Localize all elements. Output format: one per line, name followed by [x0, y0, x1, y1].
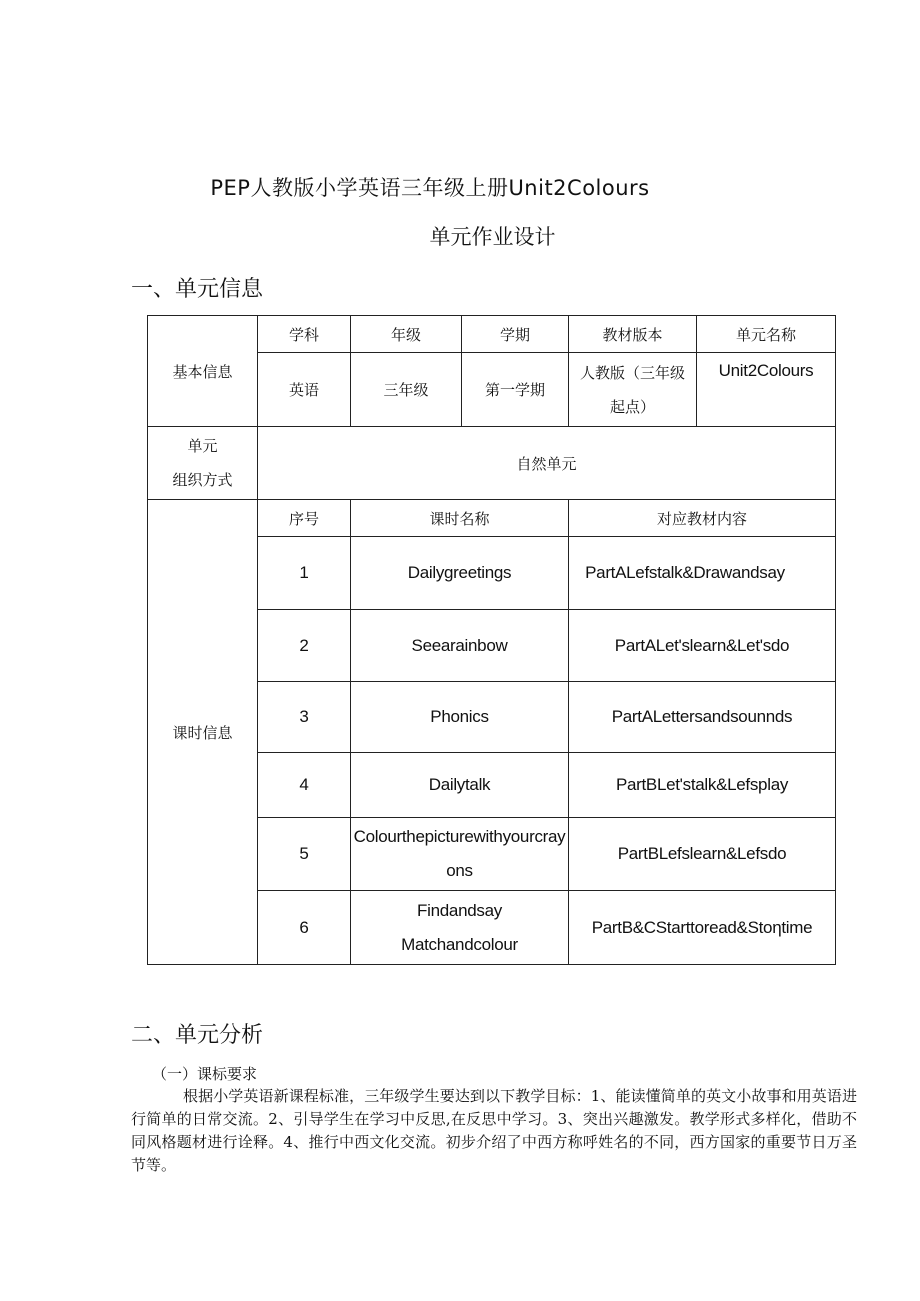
header-term: 学期	[462, 316, 569, 353]
lesson-no: 2	[258, 610, 351, 682]
organization-label-line1: 单元	[187, 437, 218, 455]
lesson-name: Colourthepicturewithyourcrayons	[351, 818, 569, 891]
lesson-name: Phonics	[351, 682, 569, 753]
subsection-heading-curriculum: （一）课标要求	[152, 1065, 258, 1083]
lesson-content: PartALettersandsounnds	[569, 682, 836, 753]
organization-label	[148, 427, 258, 500]
value-subject: 英语	[258, 353, 351, 427]
lesson-name: Dailytalk	[351, 753, 569, 818]
lesson-content: PartALefstalk&Drawandsay	[569, 537, 836, 610]
header-lesson-name: 课时名称	[351, 500, 569, 537]
organization-value: 自然单元	[258, 427, 836, 500]
unit-info-table	[147, 315, 836, 965]
lesson-info-label: 课时信息	[148, 500, 258, 965]
lesson-name: Seearainbow	[351, 610, 569, 682]
lesson-content: PartBLefslearn&Lefsdo	[569, 818, 836, 891]
lesson-content: PartALet'slearn&Let'sdo	[569, 610, 836, 682]
organization-label-line2: 组织方式	[172, 471, 233, 489]
value-grade: 三年级	[351, 353, 462, 427]
basic-info-label: 基本信息	[148, 316, 258, 427]
curriculum-paragraph: 根据小学英语新课程标准，三年级学生要达到以下教学目标：1、能读懂简单的英文小故事和用英语进行简单的日常交流。2、引导学生在学习中反思,在反思中学习。3、突出兴趣激发。教学形式多样化，借助不同风格题材进行诠释。4、推行中西文化交流。初步介绍了中西方称呼姓名的不同，西方国家的重要节日万圣节等。	[131, 1087, 857, 1174]
lesson-content: PartBLet'stalk&Lefsplay	[569, 753, 836, 818]
section-heading-unit-info: 一、单元信息	[131, 277, 264, 302]
header-textbook-content: 对应教材内容	[569, 500, 836, 537]
header-lesson-no: 序号	[258, 500, 351, 537]
lesson-content: PartB&CStarttoread&Stoηtime	[569, 891, 836, 965]
lesson-name: Dailygreetings	[351, 537, 569, 610]
value-term: 第一学期	[462, 353, 569, 427]
document-subtitle: 单元作业设计	[429, 225, 556, 249]
value-textbook-version: 人教版（三年级起点）	[569, 353, 697, 427]
header-grade: 年级	[351, 316, 462, 353]
lesson-no: 4	[258, 753, 351, 818]
section-heading-unit-analysis: 二、单元分析	[131, 1023, 264, 1048]
lesson-no: 5	[258, 818, 351, 891]
value-unit-name: Unit2Colours	[697, 353, 836, 427]
lesson-no: 1	[258, 537, 351, 610]
header-unit-name: 单元名称	[697, 316, 836, 353]
lesson-no: 6	[258, 891, 351, 965]
document-title: PEP人教版小学英语三年级上册Unit2Colours	[210, 176, 650, 200]
header-subject: 学科	[258, 316, 351, 353]
header-textbook-version: 教材版本	[569, 316, 697, 353]
lesson-name: Findandsay Matchandcolour	[351, 891, 569, 965]
lesson-no: 3	[258, 682, 351, 753]
